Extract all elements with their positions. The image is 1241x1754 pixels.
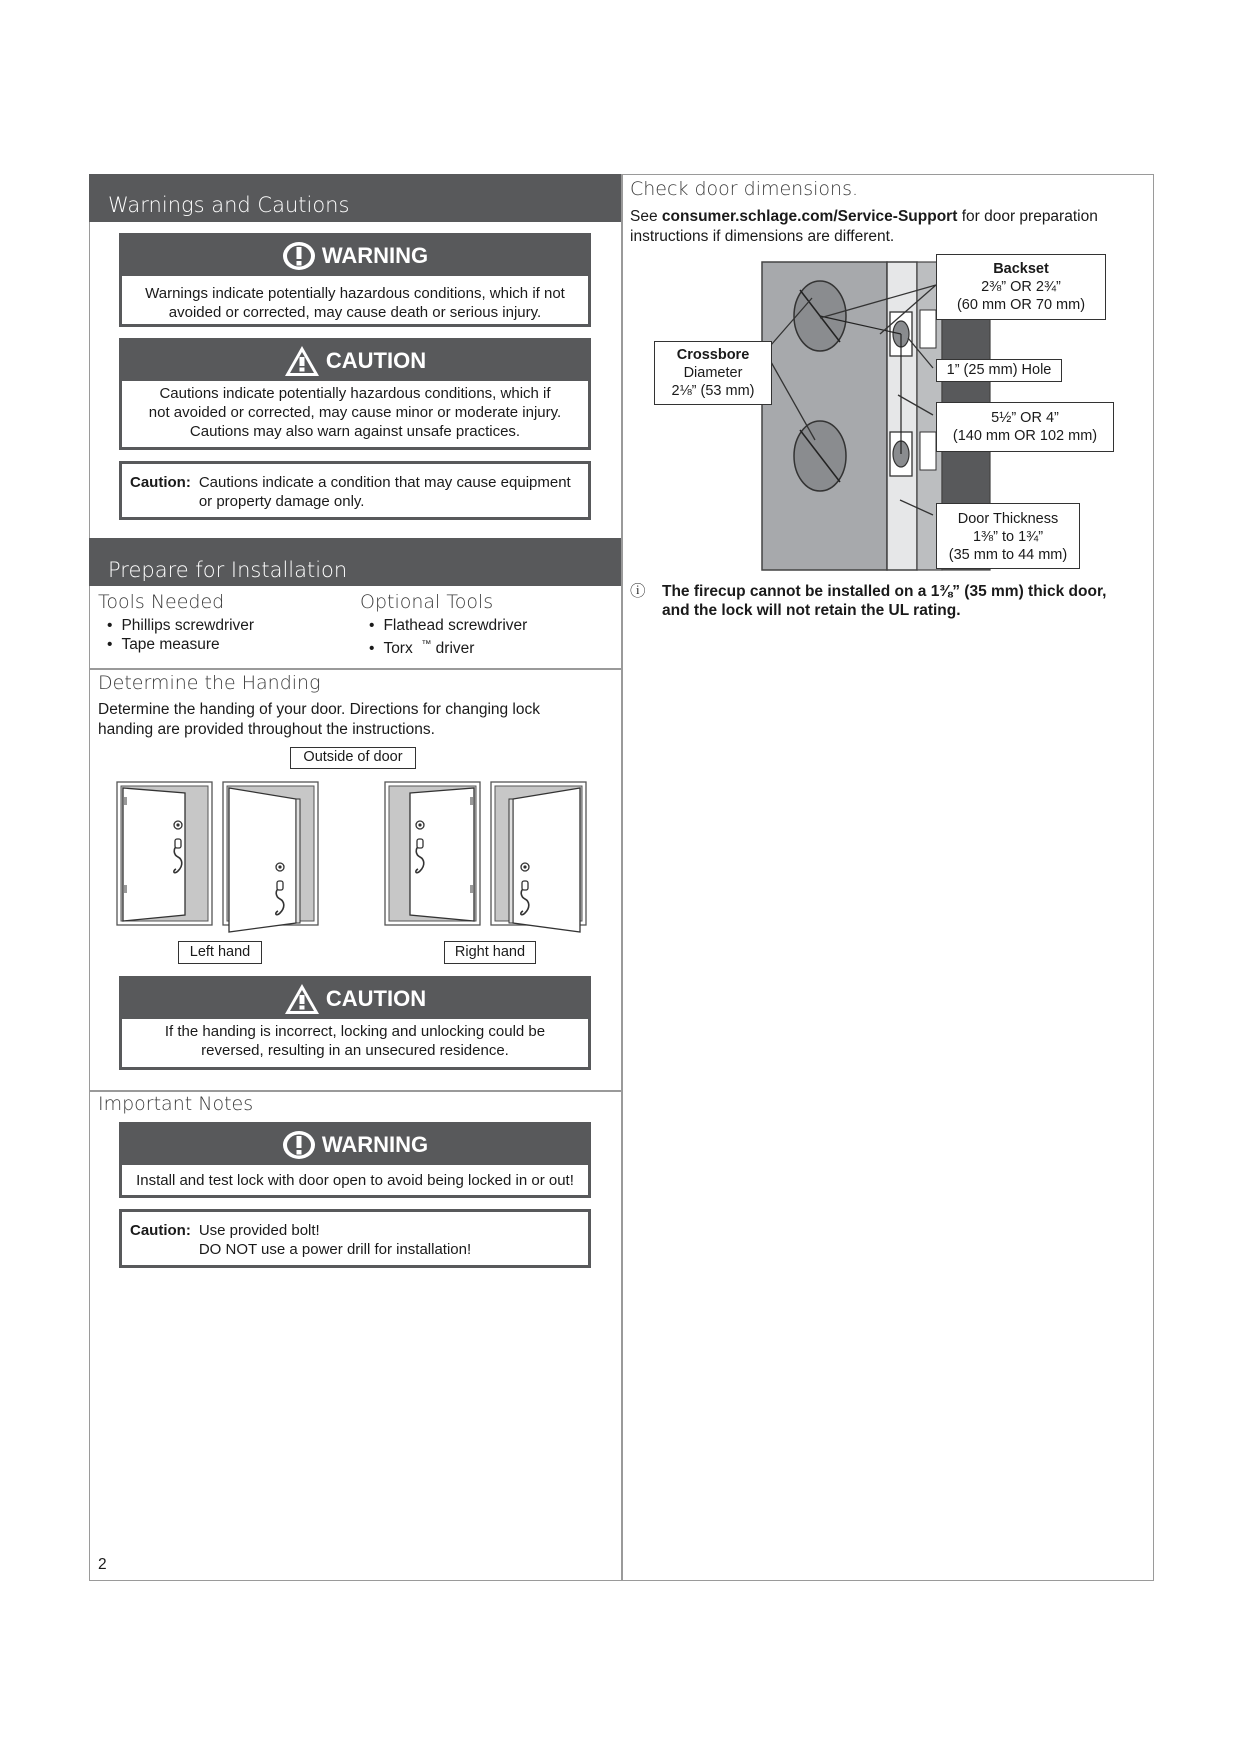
crossbore-label — [654, 341, 772, 405]
note-line-1: The firecup cannot be installed on a 1⅜” (35 mm) thick door, — [662, 583, 1107, 600]
warning-box — [119, 1122, 591, 1198]
left-hand-label: Left hand — [178, 941, 262, 964]
important-notes-title: Important Notes — [98, 1093, 254, 1115]
trademark-symbol: ™ — [421, 639, 432, 650]
right-hand-label: Right hand — [444, 941, 536, 964]
see-text: See — [630, 208, 658, 225]
left-hand-closed-door — [117, 782, 212, 925]
handing-paragraph — [98, 700, 608, 740]
crossbore-title: Crossbore — [676, 347, 750, 363]
backset-title: Backset — [993, 261, 1049, 277]
caution-note-line-2: DO NOT use a power drill for installation! — [198, 1241, 472, 1258]
prepare-section-header: Prepare for Installation — [89, 538, 621, 586]
left-hand-open-door — [223, 782, 318, 932]
backset-line-1: 2⅜” OR 2¾” — [981, 279, 1061, 295]
caution-note-box — [119, 461, 591, 520]
warning-heading: WARNING — [321, 1132, 429, 1157]
warning-triangle-icon — [284, 345, 320, 377]
warning-text: Install and test lock with door open to avoid being locked in or out! — [136, 1172, 574, 1189]
caution-heading: CAUTION — [325, 348, 427, 373]
torx-label: Torx — [383, 640, 413, 658]
warning-header — [122, 236, 588, 276]
crossbore-line-1: Diameter — [683, 365, 743, 381]
section-divider — [89, 1090, 621, 1092]
caution-header — [122, 341, 588, 381]
paragraph-line-2: instructions if dimensions are different. — [630, 228, 895, 245]
right-hand-open-door — [491, 782, 586, 932]
backset-label — [936, 254, 1106, 320]
spacing-line-1: 5½” OR 4” — [991, 410, 1059, 426]
caution-line-1: If the handing is incorrect, locking and unlocking could be — [164, 1023, 546, 1040]
warnings-section-header: Warnings and Cautions — [89, 174, 621, 222]
warning-header — [122, 1125, 588, 1165]
caution-line-2: reversed, resulting in an unsecured residence. — [201, 1042, 509, 1059]
caution-line-3: Cautions may also warn against unsafe practices. — [189, 423, 521, 440]
thickness-line-3: (35 mm to 44 mm) — [948, 547, 1068, 563]
list-item: • Phillips screwdriver — [98, 616, 254, 635]
caution-note-box — [119, 1209, 591, 1268]
warning-triangle-icon — [284, 983, 320, 1015]
thickness-line-2: 1⅜” to 1¾” — [972, 529, 1044, 545]
section-divider — [89, 668, 621, 670]
list-item: • Flathead screwdriver — [360, 616, 527, 635]
door-handing-illustration — [110, 775, 600, 935]
check-dimensions-title: Check door dimensions. — [630, 178, 859, 200]
caution-note-line-1: Use provided bolt! — [198, 1222, 320, 1239]
caution-label: Caution: — [130, 1222, 191, 1239]
door-thickness-label — [936, 503, 1080, 569]
right-hand-closed-door — [385, 782, 480, 925]
thickness-line-1: Door Thickness — [957, 511, 1059, 527]
handing-line-2: handing are provided throughout the instructions. — [98, 721, 435, 738]
caution-note-line-1: Cautions indicate a condition that may cause equipment — [198, 474, 571, 491]
exclamation-icon — [282, 1130, 316, 1160]
caution-box — [119, 338, 591, 450]
caution-box — [119, 976, 591, 1070]
support-link[interactable]: consumer.schlage.com/Service-Support — [661, 208, 958, 225]
warning-heading: WARNING — [321, 243, 429, 268]
warning-text: Warnings indicate potentially hazardous conditions, which if not avoided or corrected, may cause death or serious injury. — [145, 285, 565, 321]
caution-line-2: not avoided or corrected, may cause minor or moderate injury. — [148, 404, 562, 421]
crossbore-line-2: 2⅛” (53 mm) — [671, 383, 755, 399]
optional-tools-title: Optional Tools — [360, 591, 494, 613]
exclamation-icon — [282, 241, 316, 271]
handing-line-1: Determine the handing of your door. Directions for changing lock — [98, 701, 540, 718]
tools-needed-title: Tools Needed — [98, 591, 225, 613]
caution-note-line-2: or property damage only. — [198, 493, 365, 510]
list-item — [360, 635, 527, 658]
caution-label: Caution: — [130, 474, 191, 491]
page-number: 2 — [98, 1556, 107, 1573]
handing-title: Determine the Handing — [98, 672, 321, 694]
list-item: • Tape measure — [98, 635, 254, 654]
driver-label: driver — [435, 640, 475, 658]
caution-heading: CAUTION — [325, 986, 427, 1011]
spacing-label — [936, 402, 1114, 452]
info-icon: ⓘ — [630, 583, 646, 600]
warning-box — [119, 233, 591, 327]
paragraph-rest: for door preparation — [961, 208, 1098, 225]
backset-line-2: (60 mm OR 70 mm) — [956, 297, 1086, 313]
hole-label: 1” (25 mm) Hole — [936, 359, 1062, 382]
outside-of-door-label: Outside of door — [290, 747, 416, 769]
note-line-2: and the lock will not retain the UL rating. — [662, 602, 961, 619]
spacing-line-2: (140 mm OR 102 mm) — [952, 428, 1098, 444]
caution-header — [122, 979, 588, 1019]
tools-needed-list — [98, 616, 254, 654]
firecup-note — [630, 582, 1145, 620]
column-divider — [621, 174, 623, 1581]
optional-tools-list — [360, 616, 527, 658]
caution-line-1: Cautions indicate potentially hazardous conditions, which if — [159, 385, 551, 402]
